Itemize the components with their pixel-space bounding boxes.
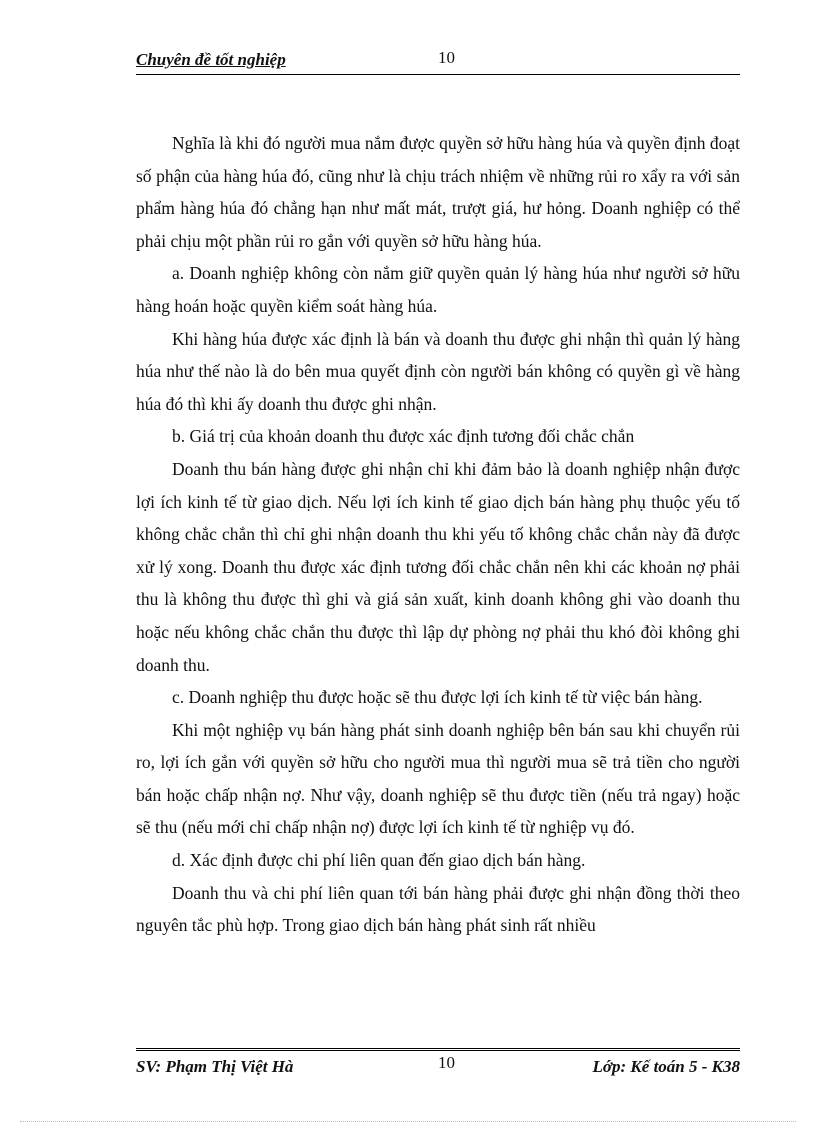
paragraph: b. Giá trị của khoản doanh thu được xác định tương đối chắc chắn — [172, 426, 635, 447]
document-title: Chuyên đề tốt nghiệp — [136, 50, 286, 69]
paragraph: Khi một nghiệp vụ bán hàng phát sinh doanh nghiệp bên bán sau khi chuyển rủi ro, lợi ích gắn với quyền sở hữu cho người mua thì người mua sẽ trả tiền cho người bán hoặc chấp nhận nợ. Như vậy, doanh nghiệp sẽ thu được tiền (nếu trả ngay) hoặc sẽ thu (nếu mới chỉ chấp nhận nợ) được lợi ích kinh tế từ nghiệp vụ đó. — [136, 719, 740, 838]
page-header — [136, 48, 740, 75]
page-footer — [136, 1048, 740, 1081]
paragraph: Doanh thu và chi phí liên quan tới bán hàng phải được ghi nhận đồng thời theo nguyên tắc phù hợp. Trong giao dịch bán hàng phát sinh rất nhiều — [136, 882, 740, 936]
paragraph: Doanh thu bán hàng được ghi nhận chỉ khi đảm bảo là doanh nghiệp nhận được lợi ích kinh tế từ giao dịch. Nếu lợi ích kinh tế giao dịch bán hàng phụ thuộc yếu tố không chắc chắn thì chỉ ghi nhận doanh thu khi yếu tố không chắc chắn này đã được xử lý xong. Doanh thu được xác định tương đối chắc chắn nên khi các khoản nợ phải thu là không thu được thì ghi và giá sản xuất, kinh doanh không ghi vào doanh thu hoặc nếu không chắc chắn thu được thì lập dự phòng nợ phải thu khó đòi không ghi doanh thu. — [136, 458, 740, 675]
footer-page-number: 10 — [438, 1053, 455, 1072]
paragraph: c. Doanh nghiệp thu được hoặc sẽ thu được lợi ích kinh tế từ việc bán hàng. — [172, 687, 703, 708]
paragraph: Khi hàng húa được xác định là bán và doanh thu được ghi nhận thì quản lý hàng húa như thế nào là do bên mua quyết định còn người bán không có quyền gì về hàng húa đó thì khi ấy doanh thu được ghi nhận. — [136, 328, 740, 414]
header-page-number: 10 — [438, 48, 455, 67]
paragraph: Nghĩa là khi đó người mua nắm được quyền sở hữu hàng húa và quyền định đoạt số phận của hàng húa đó, cũng như là chịu trách nhiệm về những rủi ro xẩy ra với sản phẩm hàng húa đó chẳng hạn như mất mát, trượt giá, hư hỏng. Doanh nghiệp có thể phải chịu một phần rủi ro gắn với quyền sở hữu hàng húa. — [136, 133, 740, 251]
document-body — [136, 127, 740, 942]
paragraph: d. Xác định được chi phí liên quan đến giao dịch bán hàng. — [172, 850, 586, 871]
bottom-divider — [20, 1121, 796, 1122]
paragraph: a. Doanh nghiệp không còn nắm giữ quyền quản lý hàng húa như người sở hữu hàng hoán hoặc quyền kiểm soát hàng húa. — [136, 263, 740, 316]
class-label: Lớp: Kế toán 5 - K38 — [592, 1057, 740, 1076]
student-name: SV: Phạm Thị Việt Hà — [136, 1057, 294, 1076]
